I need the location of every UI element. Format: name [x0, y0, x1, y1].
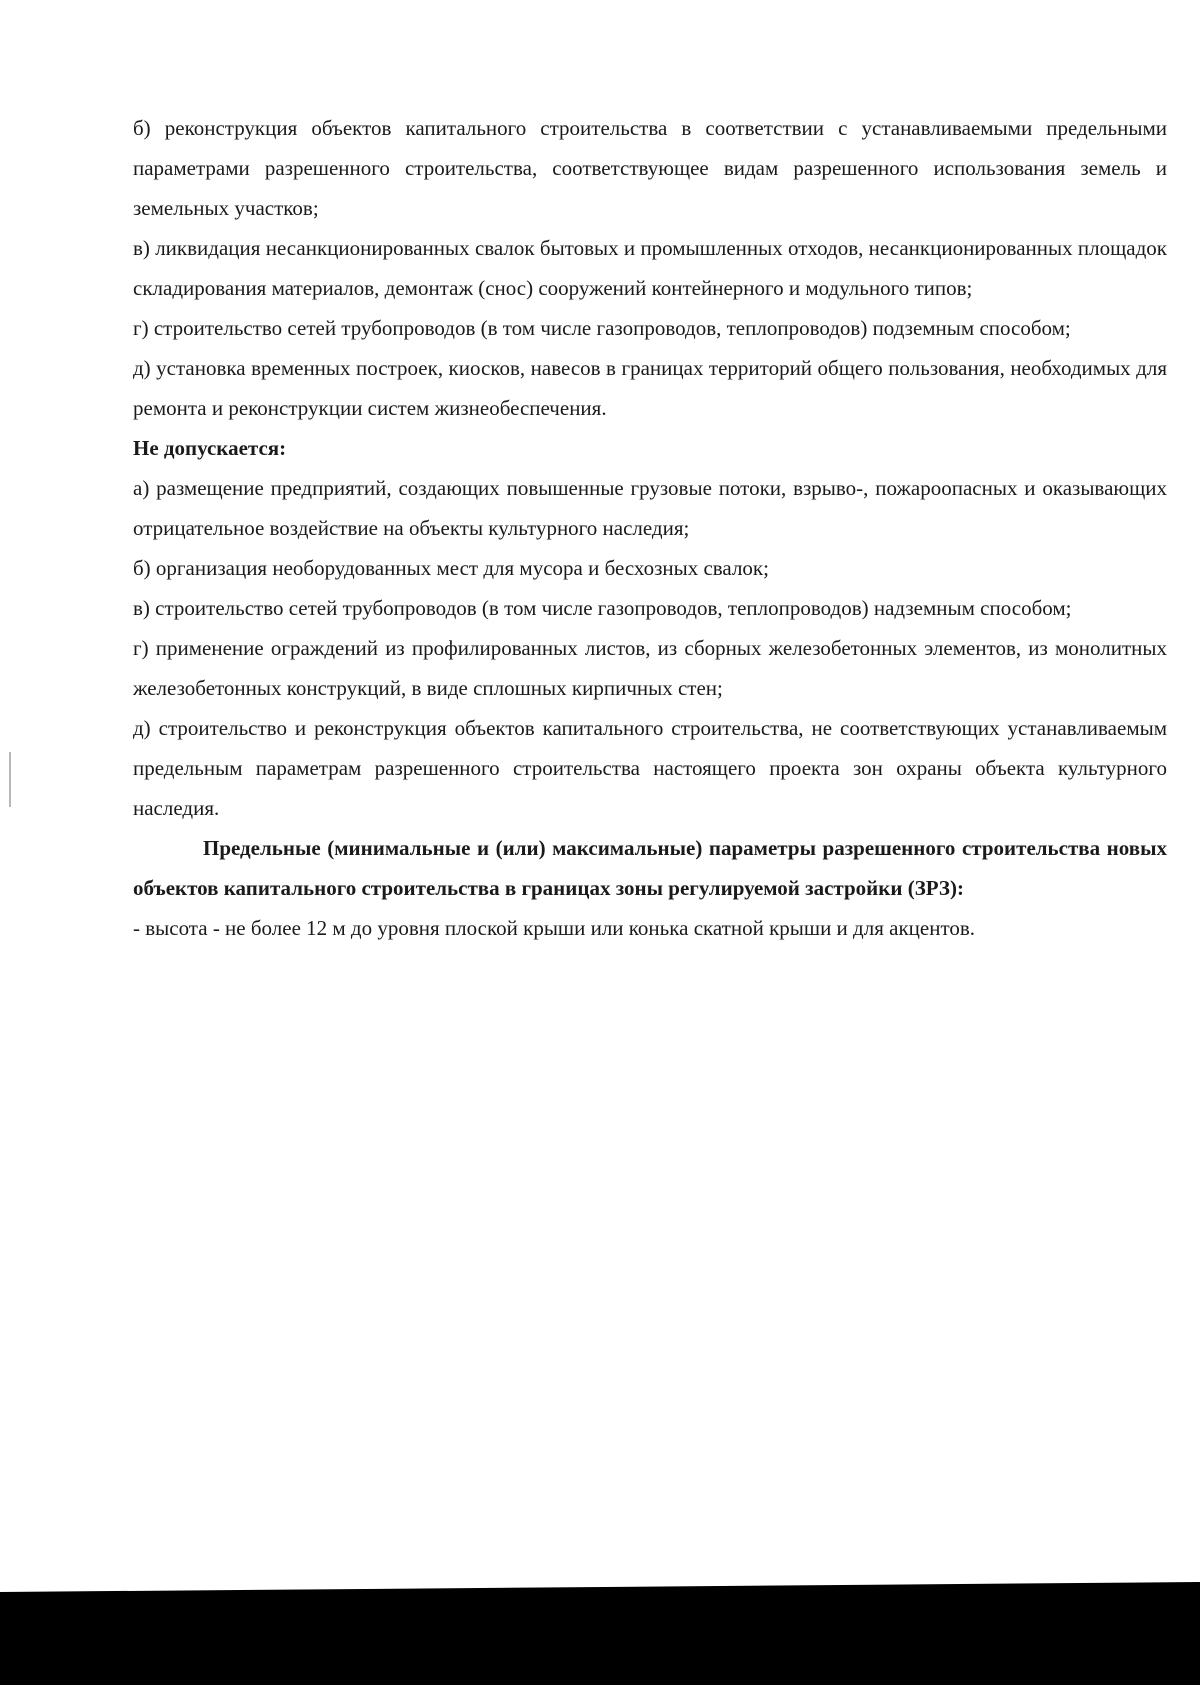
- not-allowed-item-g: г) применение ограждений из профилированных листов, из сборных железобетонных элементов, из монолитных железобетонных конструкций, в виде сплошных кирпичных стен;: [133, 636, 1167, 700]
- paragraph-d: д) установка временных построек, киосков, навесов в границах территорий общего пользования, необходимых для ремонта и реконструкции систем жизнеобеспечения.: [133, 356, 1167, 420]
- params-item-height: - высота - не более 12 м до уровня плоской крыши или конька скатной крыши и для акцентов.: [133, 916, 976, 940]
- scan-black-border-shape: [0, 1582, 1200, 1685]
- not-allowed-heading: Не допускается:: [133, 436, 287, 460]
- scan-artifact-line: [9, 752, 11, 807]
- params-heading: Предельные (минимальные и (или) максимальные) параметры разрешенного строительства новых объектов капитального строительства в границах зоны регулируемой застройки (ЗРЗ):: [133, 836, 1167, 900]
- not-allowed-item-a: а) размещение предприятий, создающих повышенные грузовые потоки, взрыво-, пожароопасных и оказывающих отрицательное воздействие на объекты культурного наследия;: [133, 476, 1167, 540]
- document-body: [133, 108, 1167, 948]
- not-allowed-item-b: б) организация необорудованных мест для мусора и бесхозных свалок;: [133, 556, 769, 580]
- paragraph-g: г) строительство сетей трубопроводов (в том числе газопроводов, теплопроводов) подземным способом;: [133, 316, 1071, 340]
- paragraph-b: б) реконструкция объектов капитального строительства в соответствии с устанавливаемыми предельными параметрами разрешенного строительства, соответствующее видам разрешенного использования земель и земельных участков;: [133, 116, 1167, 220]
- not-allowed-item-d: д) строительство и реконструкция объектов капитального строительства, не соответствующих устанавливаемым предельным параметрам разрешенного строительства настоящего проекта зон охраны объекта культурного наследия.: [133, 716, 1167, 820]
- paragraph-v: в) ликвидация несанкционированных свалок бытовых и промышленных отходов, несанкционированных площадок складирования материалов, демонтаж (снос) сооружений контейнерного и модульного типов;: [133, 236, 1167, 300]
- not-allowed-item-v: в) строительство сетей трубопроводов (в том числе газопроводов, теплопроводов) надземным способом;: [133, 596, 1072, 620]
